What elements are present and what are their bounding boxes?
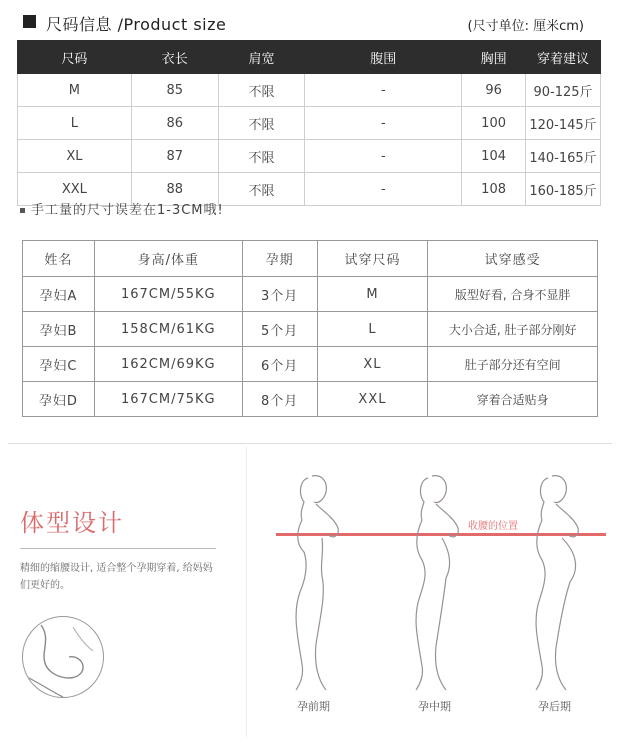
cell-length: 87 bbox=[131, 140, 218, 173]
cell-term: 6个月 bbox=[242, 347, 317, 382]
measurement-note bbox=[20, 199, 224, 218]
cell-size: L bbox=[317, 312, 428, 347]
table-row bbox=[23, 347, 598, 382]
cell-feeling: 穿着合适贴身 bbox=[428, 382, 598, 417]
cell-shoulder: 不限 bbox=[218, 107, 305, 140]
cell-term: 3个月 bbox=[242, 277, 317, 312]
cell-length: 85 bbox=[131, 74, 218, 107]
figure-label-mid: 孕中期 bbox=[418, 700, 451, 713]
column-header: 胸围 bbox=[462, 41, 526, 74]
unit-note: (尺寸单位: 厘米cm) bbox=[467, 19, 584, 34]
panel-separator bbox=[246, 447, 247, 737]
column-header: 试穿感受 bbox=[428, 241, 598, 277]
cell-belly: - bbox=[305, 74, 462, 107]
cell-shoulder: 不限 bbox=[218, 173, 305, 206]
note-text: 手工量的尺寸误差在1-3CM哦! bbox=[31, 203, 224, 218]
column-header: 肩宽 bbox=[218, 41, 305, 74]
cell-length: 86 bbox=[131, 107, 218, 140]
cell-name: 孕妇C bbox=[23, 347, 95, 382]
figure-label-late: 孕后期 bbox=[538, 700, 571, 713]
bullet-icon bbox=[20, 208, 25, 213]
cell-name: 孕妇A bbox=[23, 277, 95, 312]
design-title: 体型设计 bbox=[20, 509, 124, 537]
cell-feeling: 版型好看, 合身不显胖 bbox=[428, 277, 598, 312]
table-row bbox=[18, 107, 601, 140]
cell-chest: 104 bbox=[462, 140, 526, 173]
figure-label-early: 孕前期 bbox=[297, 700, 330, 713]
cell-suggestion: 160-185斤 bbox=[526, 173, 601, 206]
cell-size: M bbox=[317, 277, 428, 312]
column-header: 衣长 bbox=[131, 41, 218, 74]
title-underline bbox=[20, 548, 216, 549]
column-header: 身高/体重 bbox=[94, 241, 242, 277]
figure-early-pregnancy bbox=[278, 468, 358, 698]
cell-shoulder: 不限 bbox=[218, 74, 305, 107]
cell-height-weight: 158CM/61KG bbox=[94, 312, 242, 347]
cell-chest: 108 bbox=[462, 173, 526, 206]
cell-size: XL bbox=[18, 140, 132, 173]
cell-suggestion: 140-165斤 bbox=[526, 140, 601, 173]
cell-size: M bbox=[18, 74, 132, 107]
cell-size: XL bbox=[317, 347, 428, 382]
section-title: 尺码信息 /Product size bbox=[46, 15, 227, 34]
column-header: 孕期 bbox=[242, 241, 317, 277]
cell-belly: - bbox=[305, 173, 462, 206]
cell-chest: 100 bbox=[462, 107, 526, 140]
figure-mid-pregnancy bbox=[398, 468, 478, 698]
try-on-table bbox=[22, 240, 598, 417]
section-divider bbox=[8, 443, 612, 444]
table-row bbox=[18, 74, 601, 107]
cell-size: XXL bbox=[317, 382, 428, 417]
figure-late-pregnancy bbox=[518, 468, 598, 698]
cell-height-weight: 167CM/55KG bbox=[94, 277, 242, 312]
cell-chest: 96 bbox=[462, 74, 526, 107]
cell-feeling: 肚子部分还有空间 bbox=[428, 347, 598, 382]
table-row bbox=[23, 312, 598, 347]
table-row bbox=[23, 382, 598, 417]
column-header: 尺码 bbox=[18, 41, 132, 74]
cell-name: 孕妇B bbox=[23, 312, 95, 347]
size-table-header bbox=[18, 41, 601, 74]
cell-suggestion: 90-125斤 bbox=[526, 74, 601, 107]
cell-size: XXL bbox=[18, 173, 132, 206]
cell-belly: - bbox=[305, 140, 462, 173]
cell-belly: - bbox=[305, 107, 462, 140]
design-description: 精细的缩腰设计, 适合整个孕期穿着, 给妈妈们更好的。 bbox=[20, 563, 213, 591]
size-table bbox=[17, 40, 601, 206]
column-header: 穿着建议 bbox=[526, 41, 601, 74]
column-header: 姓名 bbox=[23, 241, 95, 277]
cell-shoulder: 不限 bbox=[218, 140, 305, 173]
cell-term: 5个月 bbox=[242, 312, 317, 347]
cell-height-weight: 167CM/75KG bbox=[94, 382, 242, 417]
try-on-header bbox=[23, 241, 598, 277]
waist-position-label: 收腰的位置 bbox=[468, 521, 518, 532]
cell-term: 8个月 bbox=[242, 382, 317, 417]
belly-detail-image bbox=[22, 616, 104, 698]
table-row bbox=[23, 277, 598, 312]
column-header: 腹围 bbox=[305, 41, 462, 74]
cell-feeling: 大小合适, 肚子部分刚好 bbox=[428, 312, 598, 347]
table-row bbox=[18, 140, 601, 173]
column-header: 试穿尺码 bbox=[317, 241, 428, 277]
cell-size: L bbox=[18, 107, 132, 140]
cell-height-weight: 162CM/69KG bbox=[94, 347, 242, 382]
cell-name: 孕妇D bbox=[23, 382, 95, 417]
cell-suggestion: 120-145斤 bbox=[526, 107, 601, 140]
cell-length: 88 bbox=[131, 173, 218, 206]
header-square-icon bbox=[23, 15, 36, 28]
